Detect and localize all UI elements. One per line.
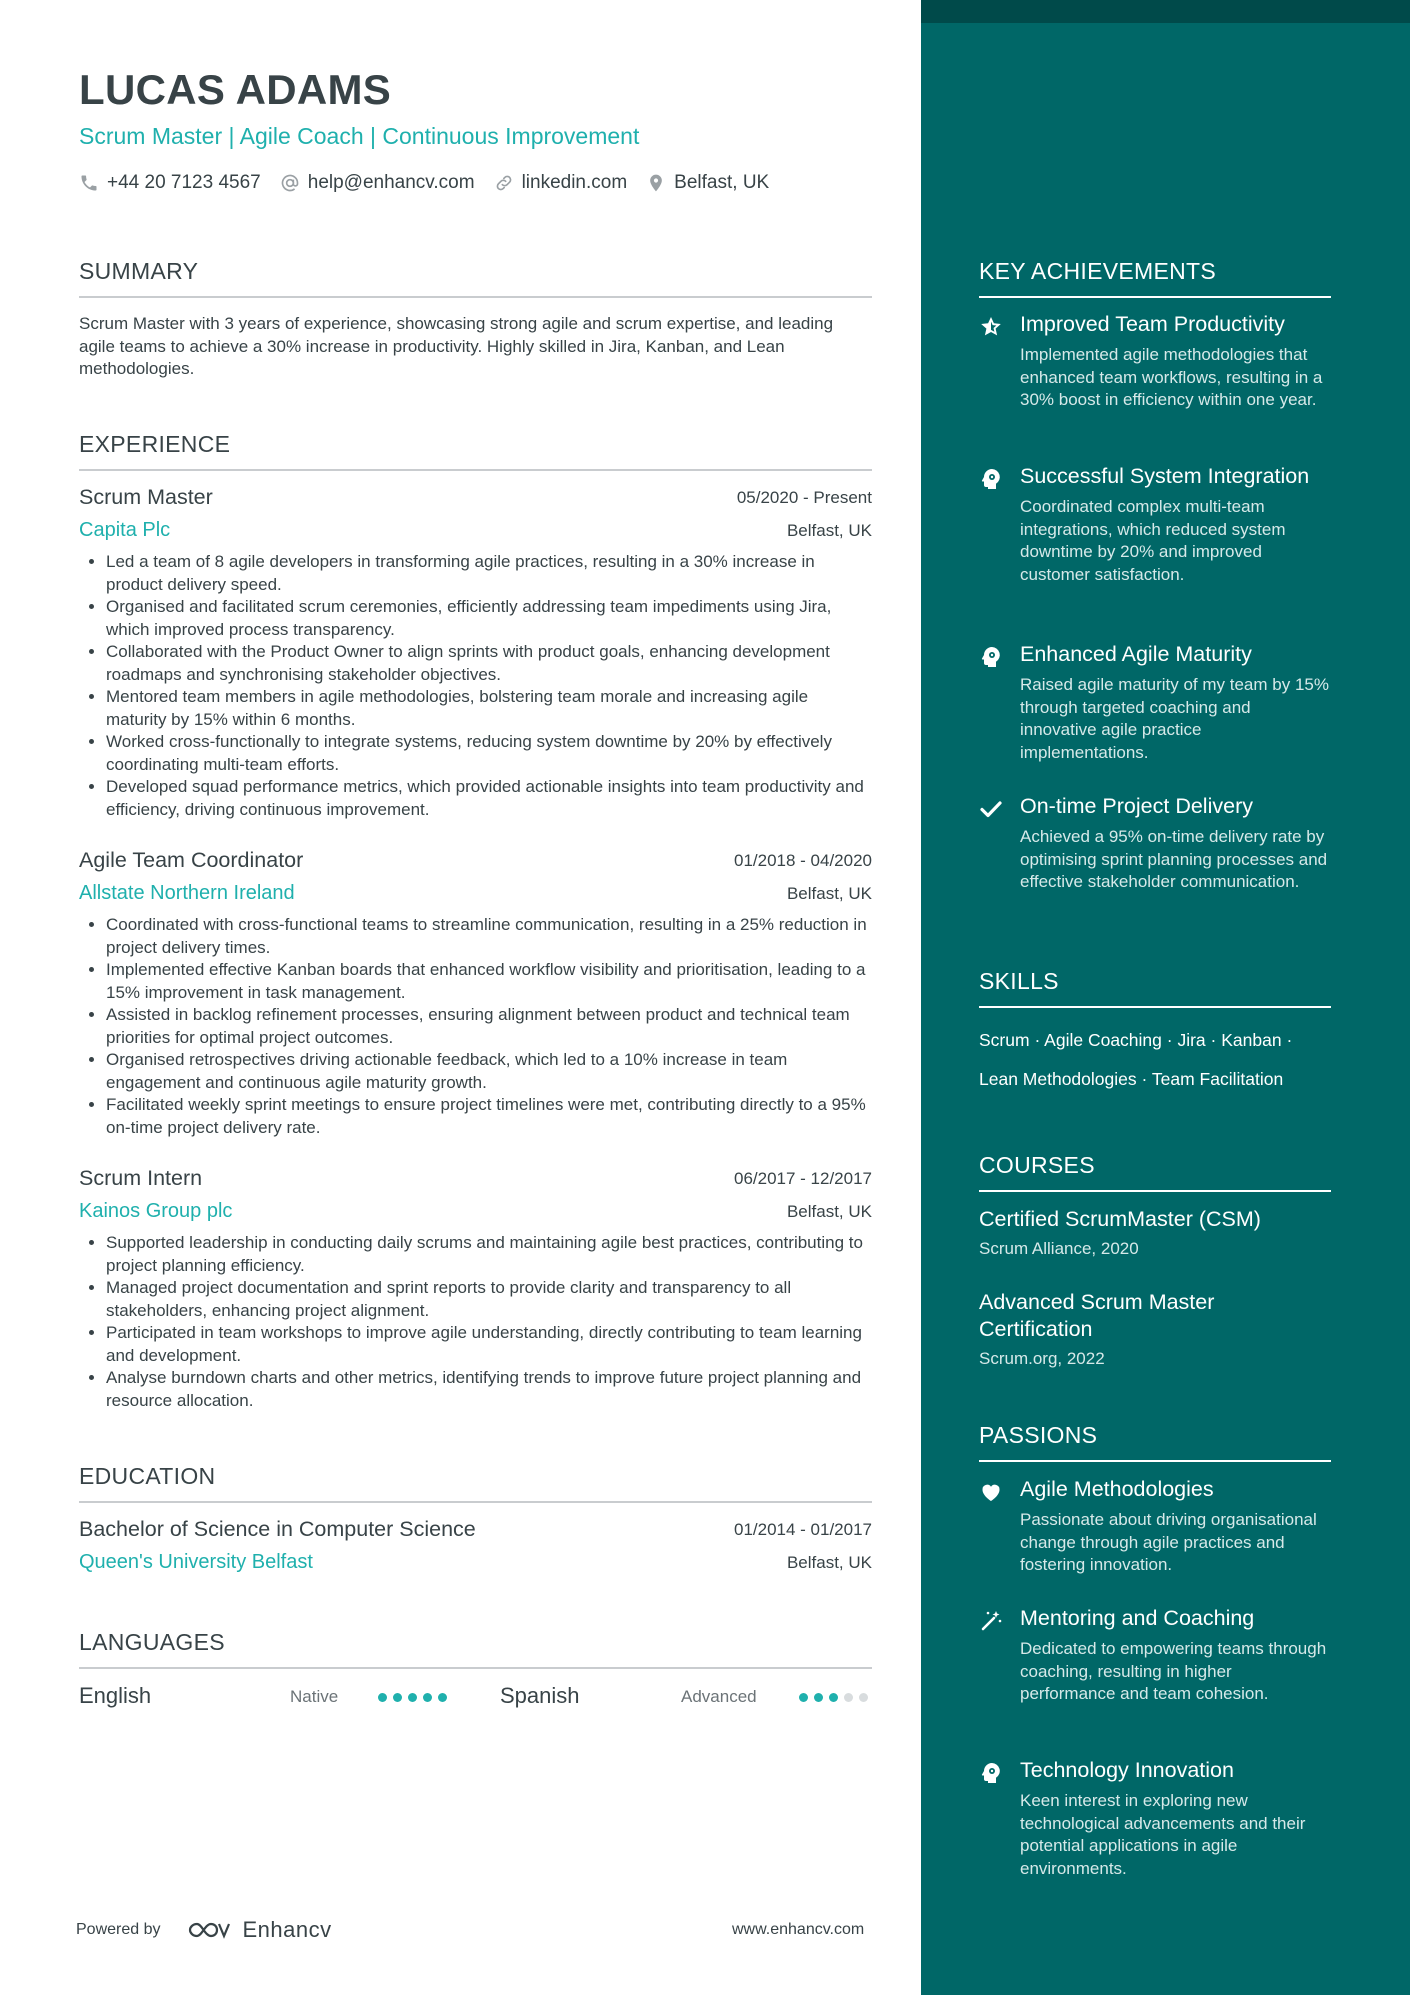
- candidate-name: LUCAS ADAMS: [79, 66, 392, 113]
- course-title: Advanced Scrum Master Certification: [979, 1290, 1215, 1341]
- email-text: help@enhancv.com: [307, 172, 475, 193]
- headline: Scrum Master | Agile Coach | Continuous Improvement: [79, 123, 640, 149]
- rating-dot-filled: [408, 1693, 417, 1702]
- job-bullet: • Facilitated weekly sprint meetings to ensure project timelines were met, contributing directly to a 95% on-time project delivery rate.: [106, 1094, 872, 1139]
- passion-description: Keen interest in exploring new technological advancements and their potential applications in agile environments.: [1020, 1791, 1306, 1878]
- job-header: [79, 485, 872, 519]
- course-provider: Scrum Alliance, 2020: [979, 1239, 1139, 1258]
- passion-title: Agile Methodologies: [1020, 1477, 1214, 1501]
- job-dates: 01/2018 - 04/2020: [733, 851, 872, 870]
- courses-divider: [979, 1190, 1331, 1192]
- location-pin-icon: [646, 173, 666, 193]
- job-subheader: [79, 519, 872, 553]
- heart-icon: [979, 1480, 1003, 1504]
- language-rating: [799, 1693, 874, 1702]
- skills-heading: SKILLS: [979, 968, 1059, 994]
- job-dates: 05/2020 - Present: [736, 488, 872, 507]
- sidebar: [921, 0, 1410, 1995]
- job-company: Allstate Northern Ireland: [79, 882, 295, 904]
- education-school: Queen's University Belfast: [79, 1551, 313, 1573]
- summary-heading: SUMMARY: [79, 258, 199, 284]
- job-dates: 06/2017 - 12/2017: [733, 1169, 872, 1188]
- achievement-title: Enhanced Agile Maturity: [1020, 642, 1252, 666]
- brain-icon: [979, 1761, 1003, 1785]
- link-icon: [494, 173, 514, 193]
- sidebar-top-band: [921, 0, 1410, 23]
- passions-divider: [979, 1460, 1331, 1462]
- brand-logo[interactable]: [185, 1917, 332, 1943]
- courses-heading: COURSES: [979, 1152, 1095, 1178]
- education-divider: [79, 1501, 872, 1503]
- rating-dot-empty: [859, 1693, 868, 1702]
- passion-item: [979, 1476, 1331, 1577]
- phone-text: +44 20 7123 4567: [107, 172, 261, 193]
- skill-tag: Team Facilitation: [1151, 1069, 1284, 1089]
- job-bullet: • Developed squad performance metrics, which provided actionable insights into team productivity and efficiency, driving continuous improvement.: [106, 776, 872, 821]
- language-name: Spanish: [500, 1683, 580, 1708]
- achievement-title: Successful System Integration: [1020, 464, 1310, 488]
- rating-dot-filled: [829, 1693, 838, 1702]
- passion-description: Dedicated to empowering teams through coaching, resulting in higher performance and team cohesion.: [1020, 1639, 1327, 1703]
- job-entry: [79, 1166, 872, 1412]
- language-name: English: [79, 1683, 152, 1708]
- achievement-title: Improved Team Productivity: [1020, 312, 1285, 336]
- skill-separator: ·: [1166, 1030, 1173, 1050]
- course-provider: Scrum.org, 2022: [979, 1349, 1105, 1368]
- education-header: [79, 1517, 872, 1551]
- at-icon: [280, 173, 300, 193]
- brain-icon: [979, 645, 1003, 669]
- languages-divider: [79, 1667, 872, 1669]
- job-title: Scrum Master: [79, 485, 213, 509]
- passion-title: Mentoring and Coaching: [1020, 1606, 1255, 1630]
- job-location: Belfast, UK: [786, 884, 872, 903]
- passion-item: [979, 1605, 1331, 1706]
- language-rating: [378, 1693, 453, 1702]
- skill-tag: Lean Methodologies: [979, 1069, 1137, 1089]
- education-heading: EDUCATION: [79, 1463, 216, 1489]
- job-entry: [79, 485, 872, 821]
- passions-heading: PASSIONS: [979, 1422, 1098, 1448]
- wand-icon: [979, 1609, 1003, 1633]
- achievement-description: Raised agile maturity of my team by 15% through targeted coaching and innovative agile practice implementations.: [1020, 675, 1329, 762]
- contact-email[interactable]: [280, 172, 475, 194]
- location-text: Belfast, UK: [674, 172, 770, 193]
- rating-dot-filled: [438, 1693, 447, 1702]
- language-item: [79, 1683, 449, 1711]
- job-bullets: [79, 914, 872, 1139]
- job-bullet: • Assisted in backlog refinement processes, ensuring alignment between product and technical team priorities for optimal project outcomes.: [106, 1004, 872, 1049]
- brain-icon: [979, 467, 1003, 491]
- skill-separator: ·: [1286, 1030, 1293, 1050]
- job-bullet: • Mentored team members in agile methodologies, bolstering team morale and increasing agile maturity by 15% within 6 months.: [106, 686, 872, 731]
- course-item: [979, 1206, 1331, 1259]
- job-bullet: • Supported leadership in conducting daily scrums and maintaining agile best practices, contributing to project planning efficiency.: [106, 1232, 872, 1277]
- footer-url[interactable]: www.enhancv.com: [732, 1921, 865, 1938]
- achievement-description: Implemented agile methodologies that enhanced team workflows, resulting in a 30% boost in efficiency within one year.: [1020, 345, 1323, 409]
- job-subheader: [79, 1200, 872, 1234]
- job-title: Scrum Intern: [79, 1166, 203, 1190]
- job-bullet: • Managed project documentation and sprint reports to provide clarity and transparency to all stakeholders, enhancing project alignment.: [106, 1277, 872, 1322]
- link-text: linkedin.com: [521, 172, 628, 193]
- job-bullet: • Collaborated with the Product Owner to align sprints with product goals, enhancing development roadmaps and synchronising stakeholder objectives.: [106, 641, 872, 686]
- job-subheader: [79, 882, 872, 916]
- skill-separator: ·: [1141, 1069, 1148, 1089]
- passion-title: Technology Innovation: [1020, 1758, 1234, 1782]
- job-company: Kainos Group plc: [79, 1200, 233, 1222]
- education-subheader: [79, 1551, 872, 1585]
- course-item: [979, 1289, 1331, 1369]
- job-bullet: • Coordinated with cross-functional teams to streamline communication, resulting in a 25% reduction in project delivery times.: [106, 914, 872, 959]
- job-bullet: • Organised retrospectives driving actionable feedback, which led to a 10% increase in team engagement and continuous agile maturity growth.: [106, 1049, 872, 1094]
- skill-tag: Scrum: [979, 1030, 1030, 1050]
- course-title: Certified ScrumMaster (CSM): [979, 1207, 1261, 1231]
- language-level: Native: [290, 1687, 339, 1706]
- achievement-description: Coordinated complex multi-team integrations, which reduced system downtime by 20% and improved customer satisfaction.: [1020, 497, 1286, 584]
- powered-by-label: Powered by: [76, 1921, 161, 1938]
- language-item: [500, 1683, 872, 1711]
- job-entry: [79, 848, 872, 1139]
- rating-dot-filled: [799, 1693, 808, 1702]
- achievement-title: On-time Project Delivery: [1020, 794, 1253, 818]
- achievements-divider: [979, 296, 1331, 298]
- job-header: [79, 848, 872, 882]
- languages-heading: LANGUAGES: [79, 1629, 225, 1655]
- achievement-item: [979, 641, 1331, 764]
- rating-dot-empty: [844, 1693, 853, 1702]
- education-dates: 01/2014 - 01/2017: [733, 1520, 872, 1539]
- brand-name: Enhancv: [242, 1917, 332, 1942]
- job-bullet: • Implemented effective Kanban boards that enhanced workflow visibility and prioritisation, leading to a 15% improvement in task management.: [106, 959, 872, 1004]
- contact-location: [646, 172, 769, 194]
- language-level: Advanced: [681, 1687, 757, 1706]
- achievement-item: [979, 463, 1331, 586]
- job-location: Belfast, UK: [786, 1202, 872, 1221]
- passion-description: Passionate about driving organisational change through agile practices and fostering innovation.: [1020, 1510, 1317, 1574]
- job-title: Agile Team Coordinator: [79, 848, 304, 872]
- achievement-item: [979, 311, 1331, 412]
- skills-list: [979, 1021, 1331, 1099]
- passion-item: [979, 1757, 1331, 1880]
- achievement-item: [979, 793, 1331, 894]
- education-entry: [79, 1517, 872, 1585]
- star-icon: [979, 315, 1003, 339]
- job-company: Capita Plc: [79, 519, 171, 541]
- job-bullet: • Analyse burndown charts and other metrics, identifying trends to improve future project planning and resource allocation.: [106, 1367, 872, 1412]
- enhancv-logo-icon: [185, 1918, 233, 1942]
- check-icon: [979, 797, 1003, 821]
- rating-dot-filled: [423, 1693, 432, 1702]
- experience-divider: [79, 469, 872, 471]
- job-bullets: [79, 551, 872, 821]
- summary-text: Scrum Master with 3 years of experience, showcasing strong agile and scrum expertise, and leading agile teams to achieve a 30% increase in productivity. Highly skilled in Jira, Kanban, and Lean methodologies.: [79, 314, 834, 378]
- job-bullet: • Led a team of 8 agile developers in transforming agile practices, resulting in a 30% increase in product delivery speed.: [106, 551, 872, 596]
- job-bullet: • Organised and facilitated scrum ceremonies, efficiently addressing team impediments using Jira, which improved process transparency.: [106, 596, 872, 641]
- achievements-heading: KEY ACHIEVEMENTS: [979, 258, 1217, 284]
- skill-separator: ·: [1034, 1030, 1041, 1050]
- skills-divider: [979, 1006, 1331, 1008]
- contact-phone[interactable]: [79, 172, 261, 194]
- education-location: Belfast, UK: [786, 1553, 872, 1572]
- job-bullets: [79, 1232, 872, 1412]
- rating-dot-filled: [393, 1693, 402, 1702]
- job-bullet: • Participated in team workshops to improve agile understanding, directly contributing to team learning and development.: [106, 1322, 872, 1367]
- job-header: [79, 1166, 872, 1200]
- rating-dot-filled: [378, 1693, 387, 1702]
- skill-tag: Jira: [1177, 1030, 1206, 1050]
- skill-tag: Agile Coaching: [1044, 1030, 1162, 1050]
- contact-link[interactable]: [494, 172, 628, 194]
- skill-tag: Kanban: [1221, 1030, 1282, 1050]
- achievement-description: Achieved a 95% on-time delivery rate by optimising sprint planning processes and effective stakeholder communication.: [1020, 827, 1328, 891]
- job-bullet: • Worked cross-functionally to integrate systems, reducing system downtime by 20% by effectively coordinating multi-team efforts.: [106, 731, 872, 776]
- footer-brand: [76, 1917, 332, 1943]
- experience-heading: EXPERIENCE: [79, 431, 231, 457]
- skill-separator: ·: [1210, 1030, 1217, 1050]
- contact-bar: [79, 170, 788, 196]
- job-location: Belfast, UK: [786, 521, 872, 540]
- phone-icon: [79, 173, 99, 193]
- education-degree: Bachelor of Science in Computer Science: [79, 1517, 476, 1541]
- summary-divider: [79, 296, 872, 298]
- rating-dot-filled: [814, 1693, 823, 1702]
